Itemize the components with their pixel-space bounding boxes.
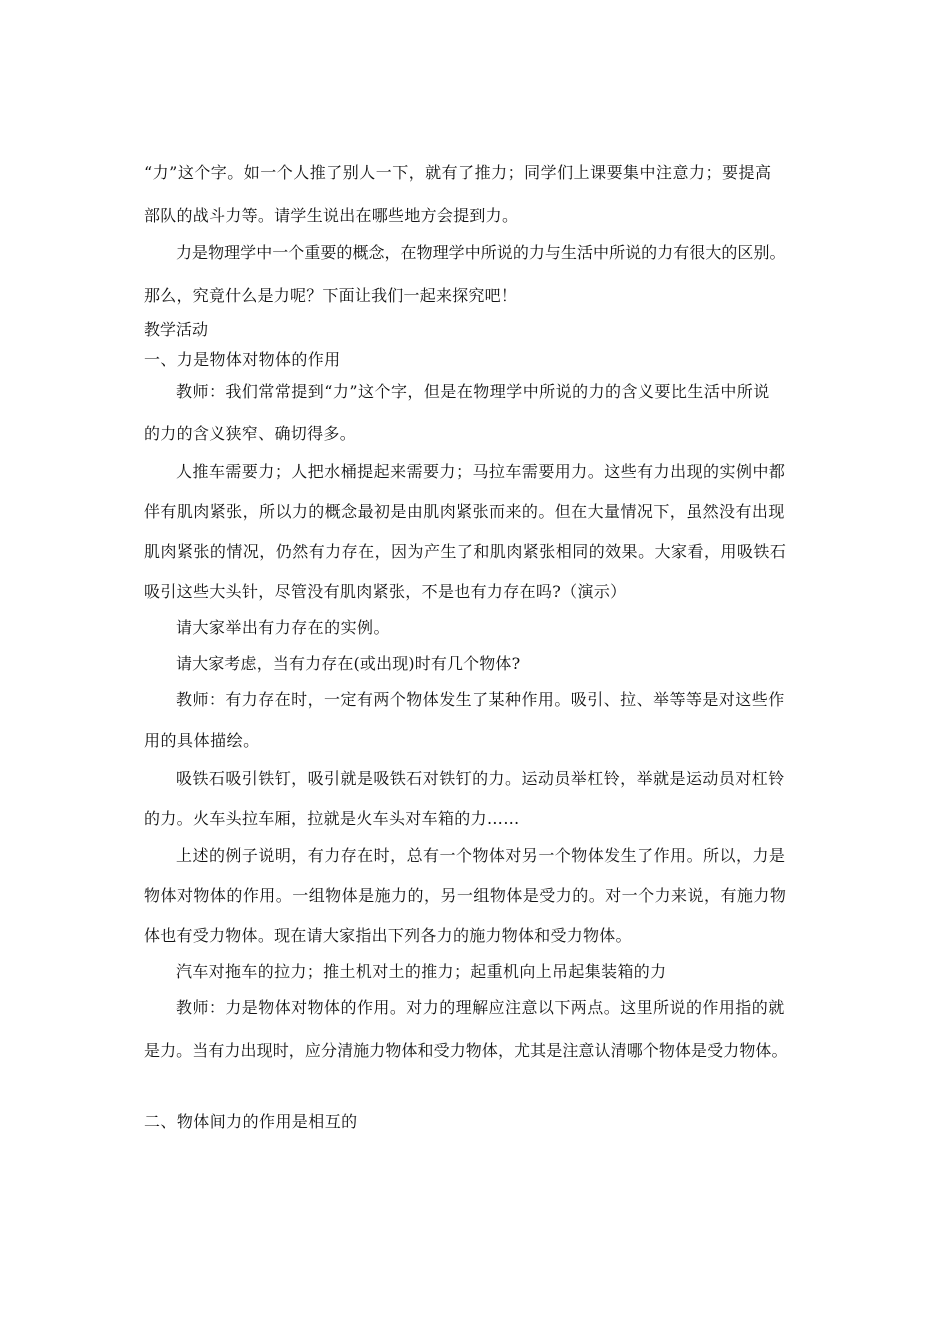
text-line: 人推车需要力；人把水桶提起来需要力；马拉车需要用力。这些有力出现的实例中都	[176, 462, 786, 481]
text-line: 体也有受力物体。现在请大家指出下列各力的施力物体和受力物体。	[144, 926, 632, 945]
text-line: 上述的例子说明，有力存在时，总有一个物体对另一个物体发生了作用。所以，力是	[176, 846, 786, 865]
text-line: 教师：我们常常提到“力”这个字，但是在物理学中所说的力的含义要比生活中所说	[176, 382, 770, 401]
section-heading: 一、力是物体对物体的作用	[144, 350, 341, 369]
text-line: 教师：力是物体对物体的作用。对力的理解应注意以下两点。这里所说的作用指的就	[176, 998, 785, 1017]
text-line: 部队的战斗力等。请学生说出在哪些地方会提到力。	[144, 206, 519, 225]
section-heading: 教学活动	[144, 320, 209, 339]
text-line: 吸引这些大头针，尽管没有肌肉紧张，不是也有力存在吗?（演示）	[144, 582, 627, 601]
text-line: 是力。当有力出现时，应分清施力物体和受力物体，尤其是注意认清哪个物体是受力物体。	[144, 1041, 788, 1060]
text-line: 物体对物体的作用。一组物体是施力的，另一组物体是受力的。对一个力来说，有施力物	[144, 886, 787, 905]
text-line: 力是物理学中一个重要的概念，在物理学中所说的力与生活中所说的力有很大的区别。	[176, 243, 786, 262]
text-line: 教师：有力存在时，一定有两个物体发生了某种作用。吸引、拉、举等等是对这些作	[176, 690, 785, 709]
text-line: 的力的含义狭窄、确切得多。	[144, 424, 357, 443]
text-line: 伴有肌肉紧张，所以力的概念最初是由肌肉紧张而来的。但在大量情况下，虽然没有出现	[144, 502, 785, 521]
text-line: 那么，究竟什么是力呢？下面让我们一起来探究吧！	[144, 286, 518, 305]
text-line: “力”这个字。如一个人推了别人一下，就有了推力；同学们上课要集中注意力；要提高	[144, 163, 772, 182]
text-line: 请大家考虑，当有力存在(或出现)时有几个物体?	[176, 654, 521, 673]
text-line: 请大家举出有力存在的实例。	[176, 618, 390, 637]
text-line: 用的具体描绘。	[144, 731, 260, 750]
text-line: 的力。火车头拉车厢，拉就是火车头对车箱的力……	[144, 809, 520, 828]
text-line: 肌肉紧张的情况，仍然有力存在，因为产生了和肌肉紧张相同的效果。大家看，用吸铁石	[144, 542, 787, 561]
text-line: 吸铁石吸引铁钉，吸引就是吸铁石对铁钉的力。运动员举杠铃，举就是运动员对杠铃	[176, 769, 785, 788]
section-heading: 二、物体间力的作用是相互的	[144, 1112, 358, 1131]
text-line: 汽车对拖车的拉力；推土机对土的推力；起重机向上吊起集装箱的力	[176, 962, 667, 981]
